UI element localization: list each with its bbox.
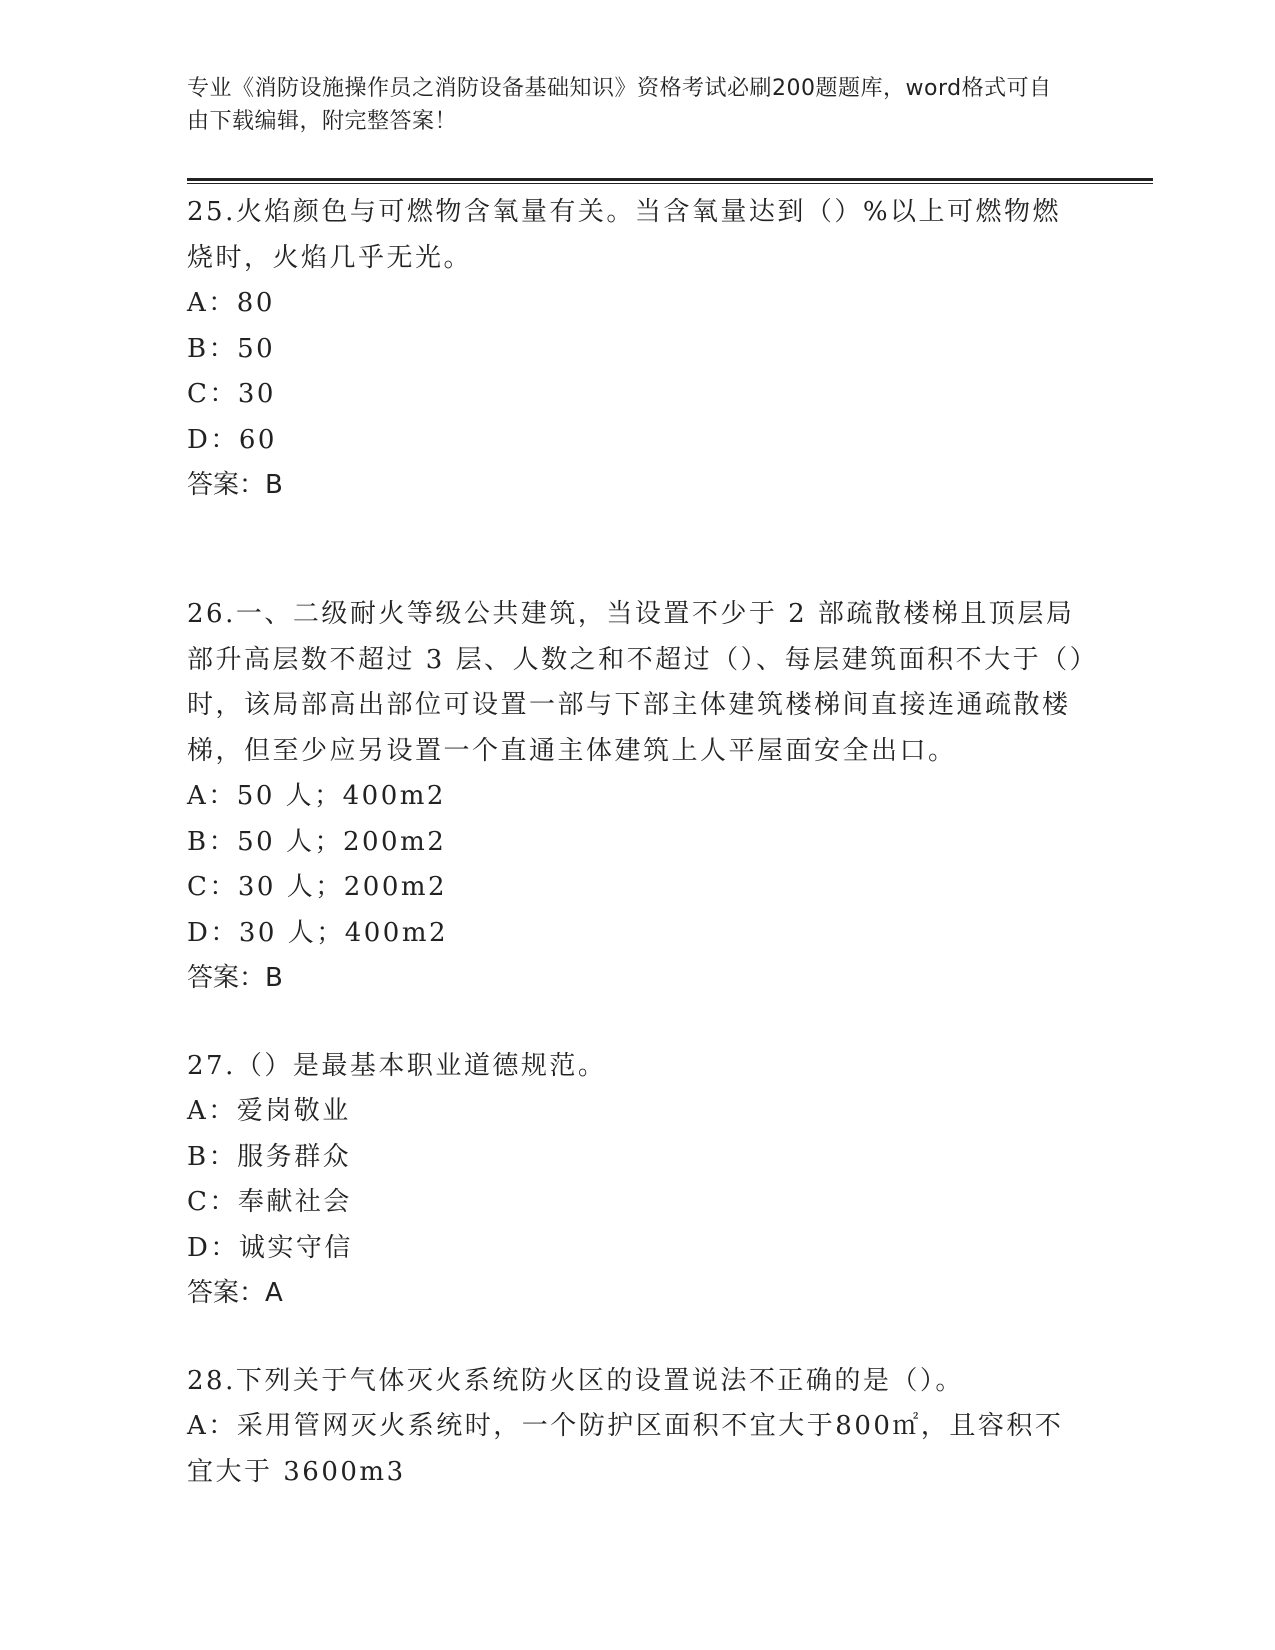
option-a: A：80 bbox=[187, 288, 275, 318]
question-26 bbox=[187, 592, 1087, 1002]
answer-line: 答案：B bbox=[187, 470, 283, 500]
option-b: B：服务群众 bbox=[187, 1141, 352, 1172]
spacer bbox=[187, 554, 1087, 592]
option-c: C：奉献社会 bbox=[187, 1187, 352, 1217]
header-divider-thin bbox=[187, 183, 1153, 184]
option-b: B：50 人；200m2 bbox=[187, 826, 447, 857]
option-d: D：诚实守信 bbox=[187, 1232, 353, 1263]
option-d: D：60 bbox=[187, 424, 277, 455]
option-a: A：采用管网灭火系统时，一个防护区面积不宜大于800㎡，且容积不宜大于 3600m3 bbox=[187, 1411, 1064, 1487]
question-28 bbox=[187, 1359, 1087, 1496]
header-divider-thick bbox=[187, 178, 1153, 181]
answer-line: 答案：A bbox=[187, 1278, 283, 1308]
option-a: A：50 人；400m2 bbox=[187, 781, 446, 811]
question-27 bbox=[187, 1044, 1087, 1317]
question-25 bbox=[187, 190, 1087, 509]
question-stem: 27.（）是最基本职业道德规范。 bbox=[187, 1050, 607, 1081]
spacer bbox=[187, 509, 1087, 555]
document-header: 专业《消防设施操作员之消防设备基础知识》资格考试必刷200题题库，word格式可自由下载编辑，附完整答案！ bbox=[187, 76, 1052, 134]
option-c: C：30 bbox=[187, 379, 276, 409]
spacer bbox=[187, 1317, 1087, 1359]
option-a: A：爱岗敬业 bbox=[187, 1096, 351, 1126]
answer-line: 答案：B bbox=[187, 963, 283, 993]
question-stem: 26.一、二级耐火等级公共建筑，当设置不少于 2 部疏散楼梯且顶层局部升高层数不超过 3 层、人数之和不超过（）、每层建筑面积不大于（）时，该局部高出部位可设置一部与下部主体建筑楼梯间直接连通疏散楼梯，但至少应另设置一个直通主体建筑上人平屋面安全出口。 bbox=[187, 599, 1086, 766]
option-b: B：50 bbox=[187, 333, 276, 364]
question-stem: 28.下列关于气体灭火系统防火区的设置说法不正确的是（）。 bbox=[187, 1365, 964, 1396]
option-d: D：30 人；400m2 bbox=[187, 917, 449, 948]
option-c: C：30 人；200m2 bbox=[187, 872, 448, 902]
question-stem: 25.火焰颜色与可燃物含氧量有关。当含氧量达到（）%以上可燃物燃烧时，火焰几乎无光。 bbox=[187, 197, 1062, 273]
question-list bbox=[187, 190, 1087, 1495]
spacer bbox=[187, 1002, 1087, 1044]
